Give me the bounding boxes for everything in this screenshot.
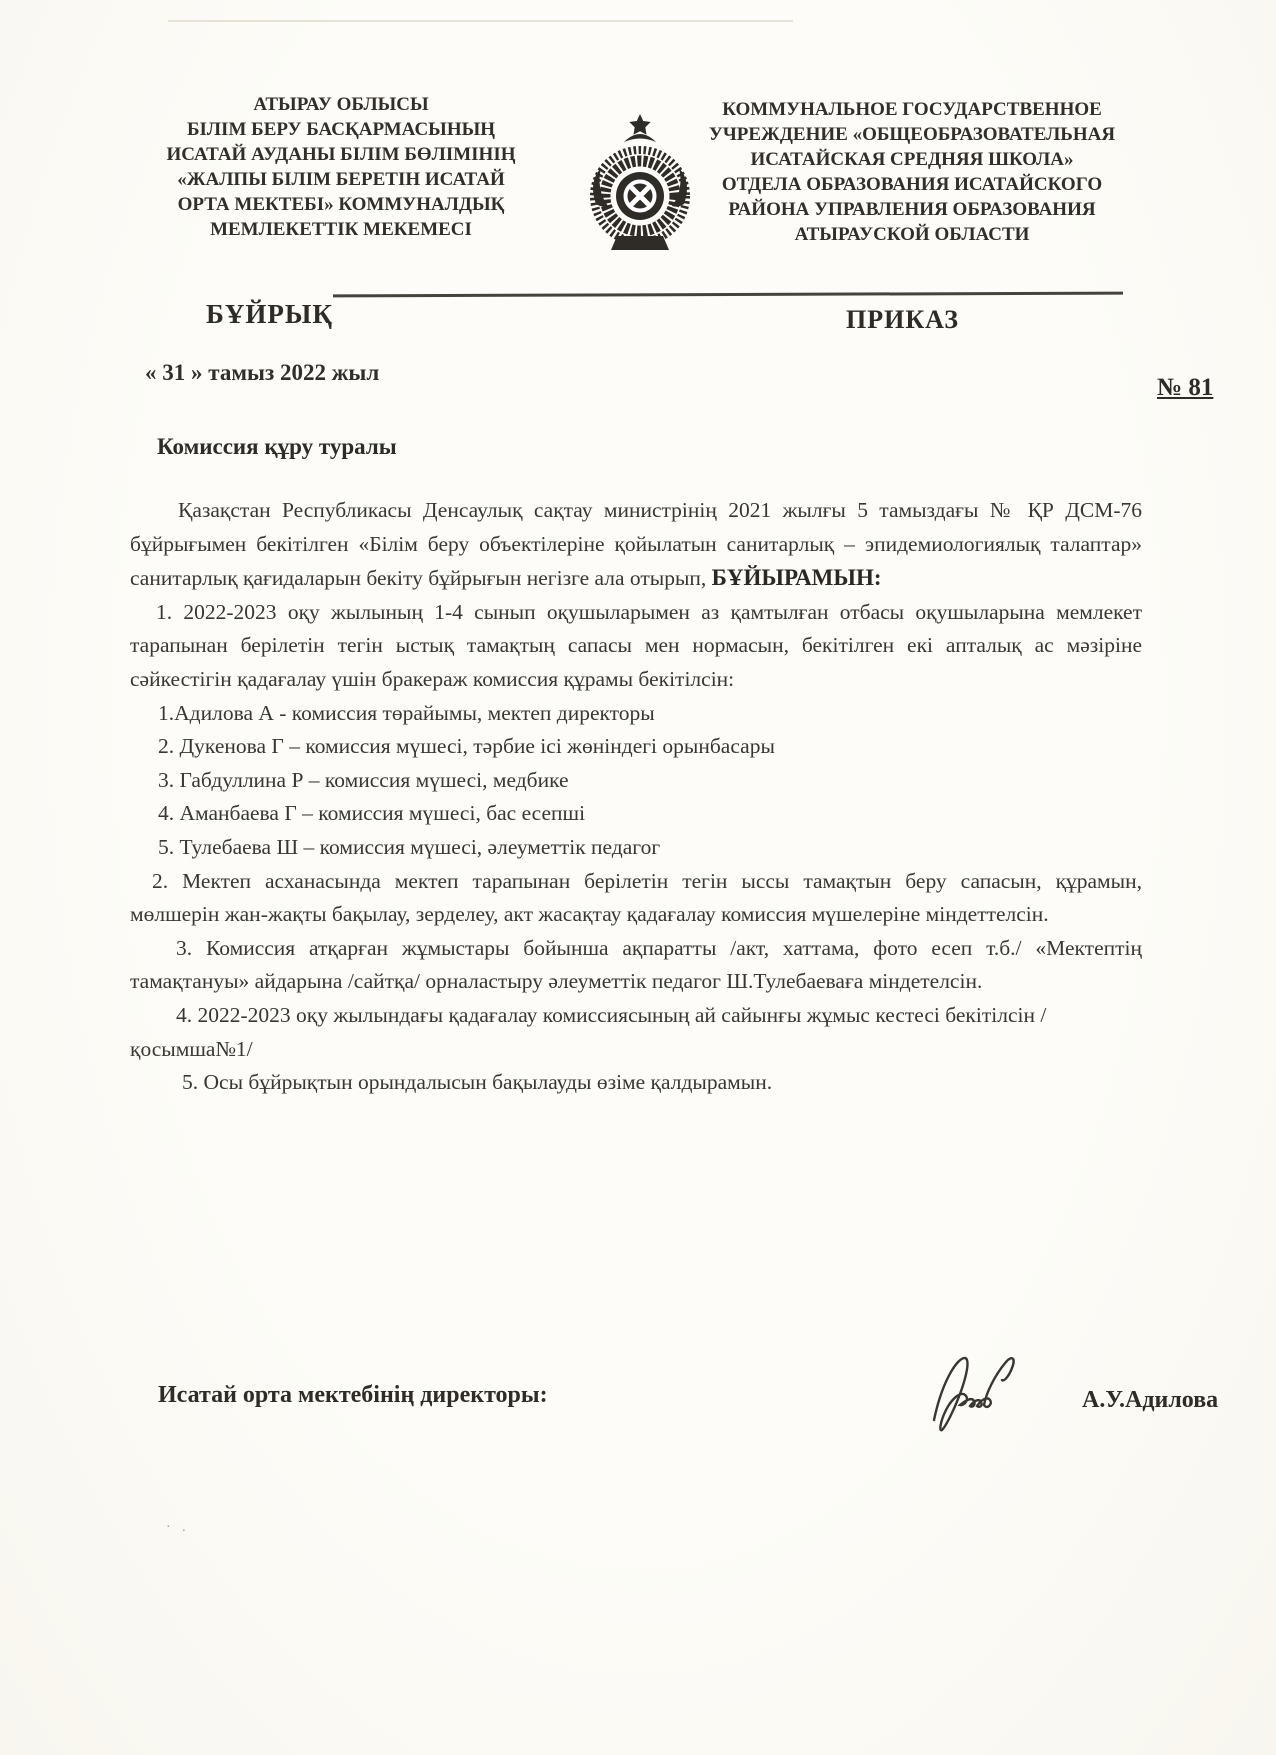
kazakhstan-emblem-icon — [588, 112, 692, 260]
commission-member: 4. Аманбаева Г – комиссия мүшесі, бас есепші — [158, 801, 586, 826]
org-left-line: «ЖАЛПЫ БІЛІМ БЕРЕТІН ИСАТАЙ — [177, 169, 505, 190]
intro-text: Қазақстан Республикасы Денсаулық сақтау министрінің 2021 жылғы 5 тамыздағы № ҚР ДСМ-76 бұйрығымен бекітілген «Білім беру объектілеріне қойылатын санитарлық – эпидемиологиялық талаптар» санитарлық қағидаларын бекіту бұйрығын негізге ала отырып, — [130, 498, 1142, 591]
scan-noise-mark: · . — [166, 1520, 190, 1535]
org-left-line: ИСАТАЙ АУДАНЫ БІЛІМ БӨЛІМІНІҢ — [166, 144, 516, 165]
org-left-line: ОРТА МЕКТЕБІ» КОММУНАЛДЫҚ — [177, 194, 505, 215]
org-name-russian — [692, 97, 1132, 247]
signature-label: Исатай орта мектебінің директоры: — [158, 1382, 548, 1408]
handwritten-signature-icon — [912, 1342, 1047, 1447]
document-title: Комиссия құру туралы — [157, 434, 397, 459]
commission-member: 1.Адилова А - комиссия төрайымы, мектеп директоры — [158, 700, 655, 725]
order-item-1: 1. 2022-2023 оқу жылының 1-4 сынып оқушыларымен аз қамтылған отбасы оқушыларына мемлекет тарапынан берілетін тегін ыстық тамақтың сапасы мен нормасын, бекітілген екі апталық ас мәзіріне сәйкестігін қадағалау үшін бракераж комиссия құрамы бекітілсін: — [130, 599, 1142, 691]
order-item-5: 5. Осы бұйрықтын орындалысын бақылауды өзіме қалдырамын. — [182, 1070, 773, 1095]
org-left-line: БІЛІМ БЕРУ БАСҚАРМАСЫНЫҢ — [186, 119, 496, 140]
order-item-4: 4. 2022-2023 оқу жылындағы қадағалау комиссиясының ай сайынғы жұмыс кестесі бекітілсін /қосымша№1/ — [130, 1002, 1047, 1061]
commission-member: 2. Дукенова Г – комиссия мүшесі, тәрбие ісі жөніндегі орынбасары — [158, 734, 775, 759]
order-number: № 81 — [1157, 374, 1214, 401]
signatory-name: А.У.Адилова — [1082, 1387, 1219, 1413]
intro-directive-word: БҰЙЫРАМЫН: — [711, 565, 882, 591]
order-item-2: 2. Мектеп асханасында мектеп тарапынан берілетін тегін ыссы тамақтын беру сапасын, құрамын, мөлшерін жан-жақты бақылау, зерделеу, акт жасақтау қадағалау комиссия мүшелеріне міндеттелсін. — [130, 868, 1142, 927]
org-right-line: АТЫРАУСКОЙ ОБЛАСТИ — [794, 224, 1030, 245]
order-body — [130, 494, 1142, 1100]
header-separator-line — [333, 292, 1123, 298]
org-right-line: ОТДЕЛА ОБРАЗОВАНИЯ ИСАТАЙСКОГО — [721, 174, 1103, 195]
org-right-line: ИСАТАЙСКАЯ СРЕДНЯЯ ШКОЛА» — [750, 149, 1074, 170]
org-left-line: АТЫРАУ ОБЛЫСЫ — [253, 94, 429, 115]
org-right-line: КОММУНАЛЬНОЕ ГОСУДАРСТВЕННОЕ — [722, 99, 1102, 120]
commission-member: 5. Тулебаева Ш – комиссия мүшесі, әлеуметтік педагог — [158, 834, 661, 859]
commission-member: 3. Габдуллина Р – комиссия мүшесі, медбике — [158, 767, 569, 792]
order-heading-kazakh: БҰЙРЫҚ — [206, 299, 333, 329]
org-right-line: РАЙОНА УПРАВЛЕНИЯ ОБРАЗОВАНИЯ — [728, 199, 1096, 220]
commission-members-list — [130, 697, 1142, 865]
org-right-line: УЧРЕЖДЕНИЕ «ОБЩЕОБРАЗОВАТЕЛЬНАЯ — [708, 124, 1116, 145]
org-name-kazakh — [142, 92, 540, 242]
scan-artifact-line — [168, 20, 793, 22]
order-item-3: 3. Комиссия атқарған жұмыстары бойынша ақпаратты /акт, хаттама, фото есеп т.б./ «Мектептің тамақтануы» айдарына /сайтқа/ орналастыру әлеуметтік педагог Ш.Тулебаеваға міндетелсін. — [130, 935, 1142, 994]
intro-paragraph — [130, 494, 1142, 596]
order-date: « 31 » тамыз 2022 жыл — [145, 360, 380, 385]
order-heading-russian: ПРИКАЗ — [846, 305, 960, 334]
org-left-line: МЕМЛЕКЕТТІК МЕКЕМЕСІ — [210, 219, 472, 240]
